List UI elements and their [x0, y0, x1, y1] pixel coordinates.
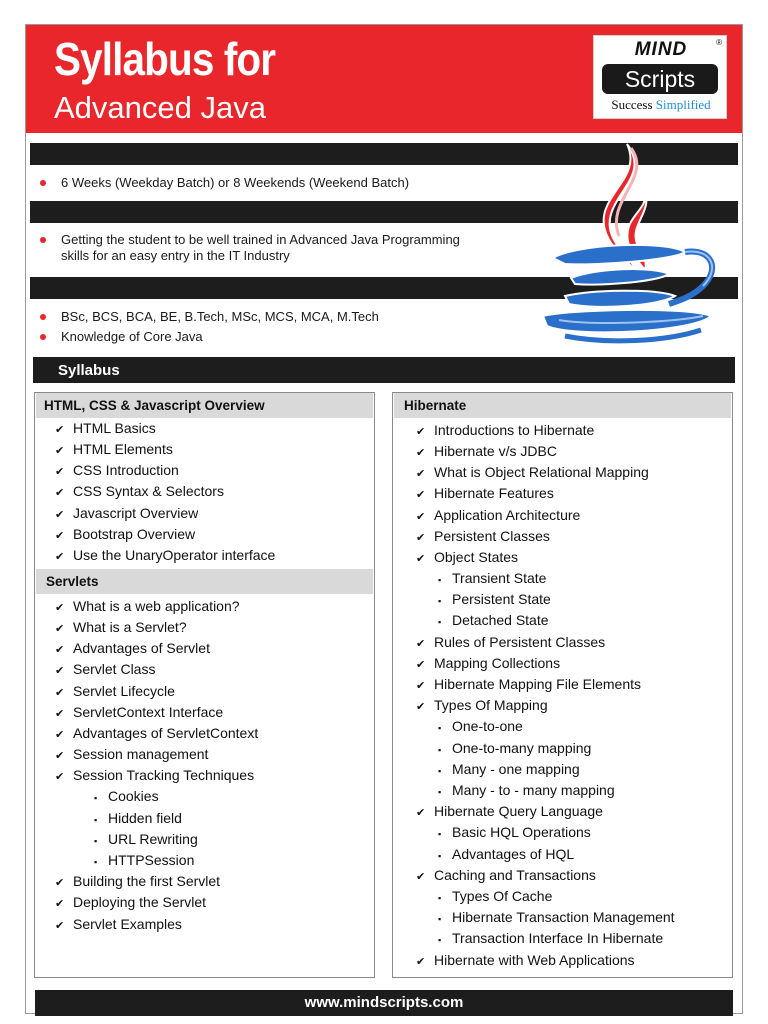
sub-list-item: ▪ Many - to - many mapping [438, 781, 615, 801]
check-icon: ✔ [55, 898, 65, 910]
check-icon: ✔ [55, 551, 65, 563]
page-title: Syllabus for [54, 33, 276, 85]
list-item: ✔ CSS Introduction [55, 461, 179, 481]
check-icon: ✔ [416, 489, 426, 501]
list-item: ✔ Servlet Class [55, 660, 155, 680]
list-item: ✔ Session Tracking Techniques [55, 766, 254, 786]
logo-tagline-simplified: Simplified [655, 97, 711, 112]
list-item: ✔ Rules of Persistent Classes [416, 633, 605, 653]
list-item: ✔ Hibernate v/s JDBC [416, 442, 557, 462]
check-icon: ✔ [55, 920, 65, 932]
check-icon: ✔ [55, 466, 65, 478]
list-item: ✔ Use the UnaryOperator interface [55, 546, 275, 566]
square-bullet-icon: ▪ [438, 893, 442, 903]
check-icon: ✔ [55, 623, 65, 635]
sub-list-item: ▪ Transient State [438, 569, 546, 589]
sub-list-item: ▪ Persistent State [438, 590, 551, 610]
check-icon: ✔ [55, 708, 65, 720]
square-bullet-icon: ▪ [94, 793, 98, 803]
logo-scripts-text: Scripts [602, 64, 718, 94]
list-item: ✔ What is a Servlet? [55, 618, 187, 638]
syllabus-header-bar [33, 357, 735, 383]
logo-tagline [594, 97, 728, 113]
square-bullet-icon: ▪ [438, 596, 442, 606]
check-icon: ✔ [416, 426, 426, 438]
sub-list-item: ▪ Hidden field [94, 809, 182, 829]
square-bullet-icon: ▪ [94, 857, 98, 867]
list-item: ✔ Introductions to Hibernate [416, 421, 594, 441]
list-item: ✔ Servlet Examples [55, 915, 182, 935]
list-item: ✔ Bootstrap Overview [55, 525, 195, 545]
logo-tagline-success: Success [611, 97, 653, 112]
list-item: ✔ Hibernate Features [416, 484, 554, 504]
check-icon: ✔ [55, 877, 65, 889]
square-bullet-icon: ▪ [438, 575, 442, 585]
square-bullet-icon: ▪ [438, 914, 442, 924]
page-subtitle: Advanced Java [54, 90, 266, 125]
list-item: ✔ Hibernate Mapping File Elements [416, 675, 641, 695]
list-item: ✔ Hibernate Query Language [416, 802, 603, 822]
list-item: ✔ HTML Basics [55, 419, 156, 439]
sub-list-item: ▪ Basic HQL Operations [438, 823, 591, 843]
footer-website-link[interactable]: www.mindscripts.com [304, 994, 464, 1011]
check-icon: ✔ [55, 602, 65, 614]
syllabus-heading: Syllabus [58, 362, 120, 379]
objective-item: Getting the student to be well trained in Advanced Java Programming skills for an easy entry in the IT Industry [40, 232, 460, 264]
list-item: ✔ Deploying the Servlet [55, 893, 206, 913]
sub-list-item: ▪ Transaction Interface In Hibernate [438, 929, 663, 949]
logo-registered-mark: ® [716, 38, 722, 47]
check-icon: ✔ [416, 956, 426, 968]
list-item: ✔ Building the first Servlet [55, 872, 220, 892]
check-icon: ✔ [416, 659, 426, 671]
sub-list-item: ▪ One-to-many mapping [438, 739, 591, 759]
check-icon: ✔ [416, 511, 426, 523]
logo-mind-text: MIND [634, 39, 688, 60]
list-item: ✔ What is a web application? [55, 597, 240, 617]
check-icon: ✔ [416, 468, 426, 480]
check-icon: ✔ [55, 771, 65, 783]
sub-list-item: ▪ URL Rewriting [94, 830, 198, 850]
check-icon: ✔ [55, 487, 65, 499]
square-bullet-icon: ▪ [438, 617, 442, 627]
sub-list-item: ▪ HTTPSession [94, 851, 194, 871]
check-icon: ✔ [55, 424, 65, 436]
bullet-dot-icon [40, 237, 46, 243]
square-bullet-icon: ▪ [438, 766, 442, 776]
list-item: ✔ Persistent Classes [416, 527, 550, 547]
bullet-dot-icon [40, 334, 46, 340]
check-icon: ✔ [55, 445, 65, 457]
section-title-hibernate: Hibernate [394, 393, 731, 418]
list-item: ✔ CSS Syntax & Selectors [55, 482, 224, 502]
sub-list-item: ▪ Cookies [94, 787, 159, 807]
list-item: ✔ ServletContext Interface [55, 703, 223, 723]
square-bullet-icon: ▪ [438, 851, 442, 861]
list-item: ✔ Object States [416, 548, 518, 568]
bullet-dot-icon [40, 180, 46, 186]
check-icon: ✔ [55, 644, 65, 656]
sub-list-item: ▪ Types Of Cache [438, 887, 552, 907]
check-icon: ✔ [55, 665, 65, 677]
square-bullet-icon: ▪ [438, 745, 442, 755]
duration-item: 6 Weeks (Weekday Batch) or 8 Weekends (Weekend Batch) [40, 175, 409, 191]
square-bullet-icon: ▪ [438, 723, 442, 733]
square-bullet-icon: ▪ [438, 935, 442, 945]
list-item: ✔ HTML Elements [55, 440, 173, 460]
square-bullet-icon: ▪ [438, 787, 442, 797]
sub-list-item: ▪ Advantages of HQL [438, 845, 574, 865]
list-item: ✔ Caching and Transactions [416, 866, 596, 886]
section-title-servlets: Servlets [36, 569, 373, 594]
check-icon: ✔ [416, 638, 426, 650]
list-item: ✔ Servlet Lifecycle [55, 682, 175, 702]
list-item: ✔ Mapping Collections [416, 654, 560, 674]
mindscripts-logo [593, 35, 727, 119]
sub-list-item: ▪ Hibernate Transaction Management [438, 908, 675, 928]
check-icon: ✔ [416, 701, 426, 713]
square-bullet-icon: ▪ [94, 836, 98, 846]
check-icon: ✔ [416, 871, 426, 883]
check-icon: ✔ [416, 532, 426, 544]
check-icon: ✔ [55, 509, 65, 521]
list-item: ✔ Session management [55, 745, 208, 765]
sub-list-item: ▪ Many - one mapping [438, 760, 580, 780]
check-icon: ✔ [55, 687, 65, 699]
check-icon: ✔ [55, 530, 65, 542]
eligibility-item: BSc, BCS, BCA, BE, B.Tech, MSc, MCS, MCA, M.Tech [40, 309, 379, 325]
list-item: ✔ Hibernate with Web Applications [416, 951, 635, 971]
bullet-dot-icon [40, 314, 46, 320]
check-icon: ✔ [416, 553, 426, 565]
check-icon: ✔ [55, 729, 65, 741]
check-icon: ✔ [416, 680, 426, 692]
list-item: ✔ Advantages of ServletContext [55, 724, 258, 744]
list-item: ✔ What is Object Relational Mapping [416, 463, 649, 483]
sub-list-item: ▪ One-to-one [438, 717, 523, 737]
eligibility-item: Knowledge of Core Java [40, 329, 203, 345]
section-title-html: HTML, CSS & Javascript Overview [36, 393, 373, 418]
check-icon: ✔ [416, 447, 426, 459]
list-item: ✔ Application Architecture [416, 506, 580, 526]
check-icon: ✔ [55, 750, 65, 762]
square-bullet-icon: ▪ [94, 815, 98, 825]
check-icon: ✔ [416, 807, 426, 819]
list-item: ✔ Javascript Overview [55, 504, 198, 524]
list-item: ✔ Types Of Mapping [416, 696, 548, 716]
square-bullet-icon: ▪ [438, 829, 442, 839]
sub-list-item: ▪ Detached State [438, 611, 549, 631]
java-cup-icon [535, 140, 725, 350]
list-item: ✔ Advantages of Servlet [55, 639, 210, 659]
footer-bar [35, 990, 733, 1016]
